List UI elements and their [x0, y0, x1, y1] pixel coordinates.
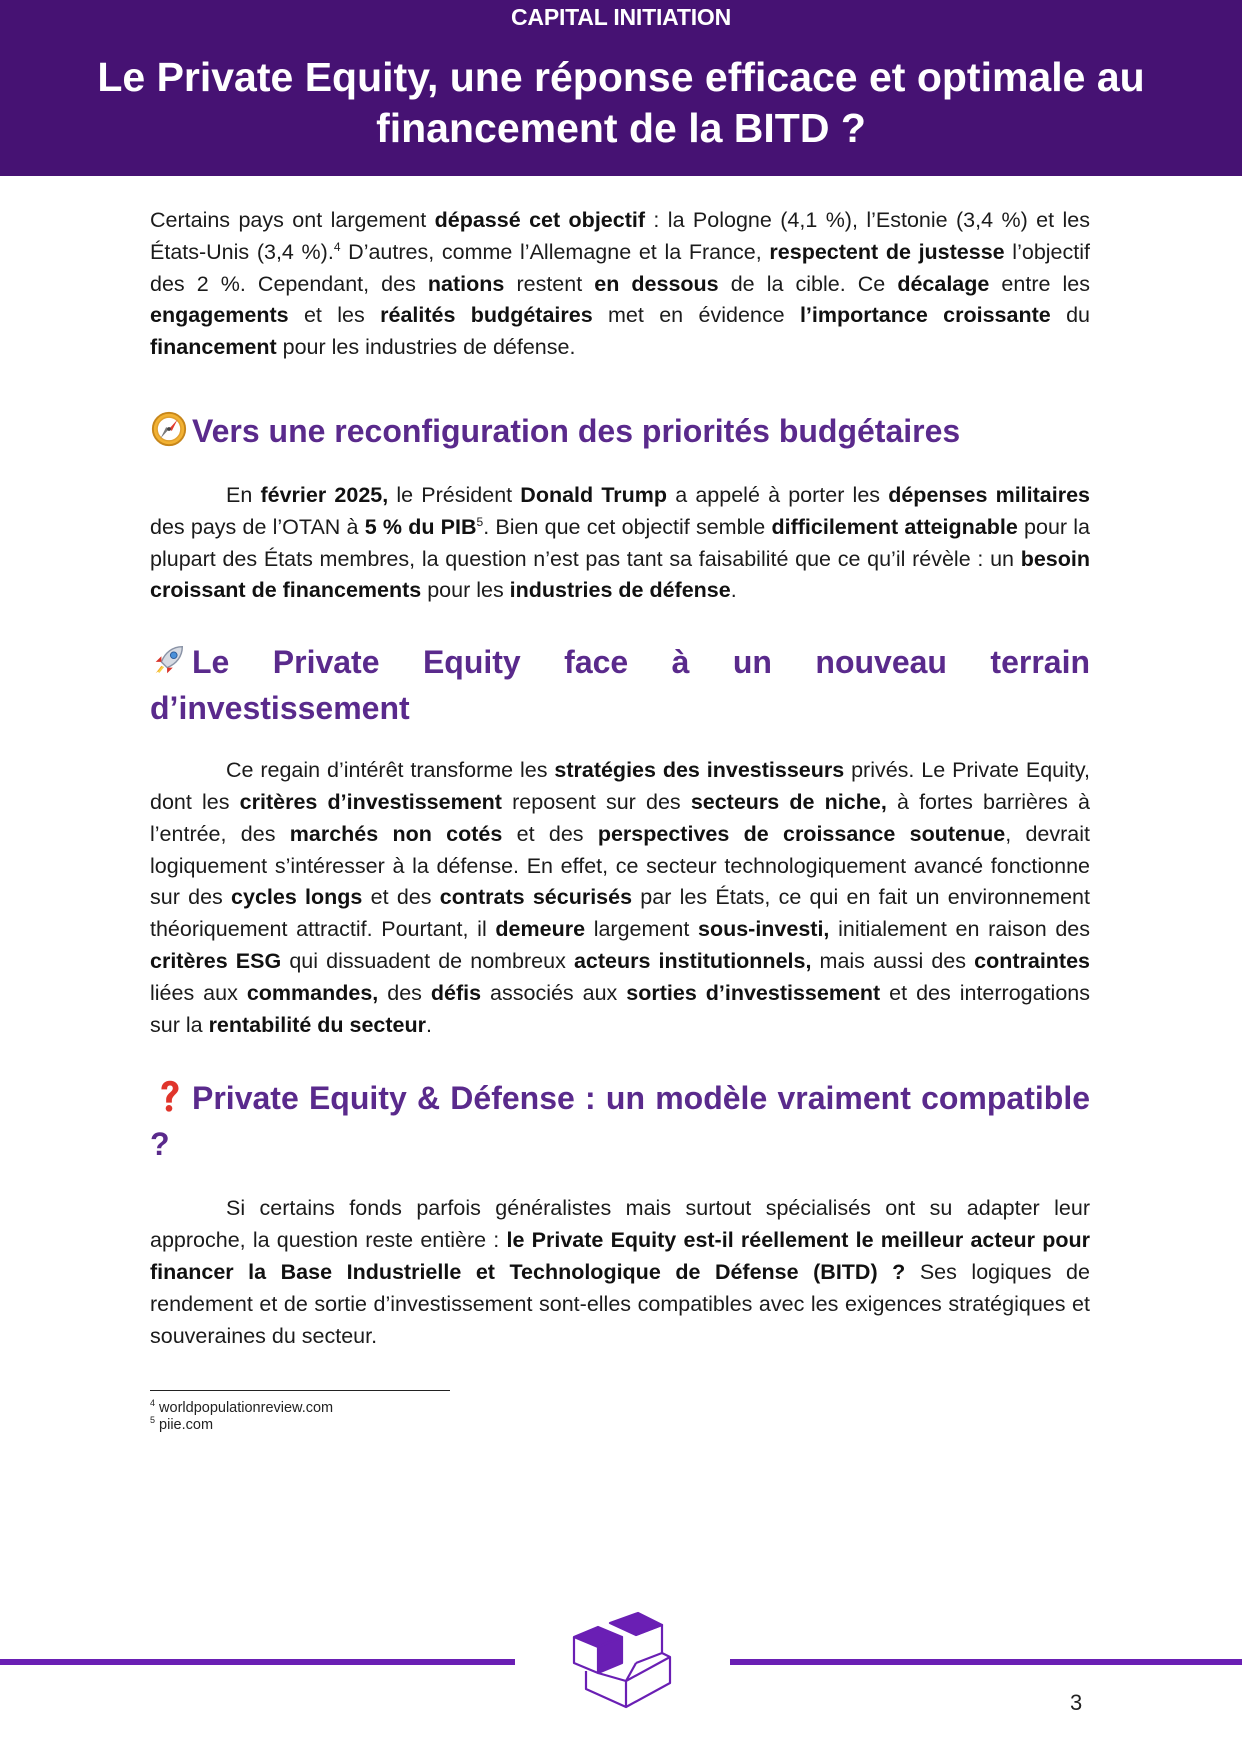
section-paragraph-private-equity: Ce regain d’intérêt transforme les stratégies des investisseurs privés. Le Private Equity, dont les critères d’investissement reposent sur des secteurs de niche, à fortes barrières à l’entrée, des marchés non cotés et des perspectives de croissance soutenue, devrait logiquement s’intéresser à la défense. En effet, ce secteur technologiquement avancé fonctionne sur des cycles longs et des contrats sécurisés par les États, ce qui en fait un environnement théoriquement attractif. Pourtant, il demeure largement sous-investi, initialement en raison des critères ESG qui dissuadent de nombreux acteurs institutionnels, mais aussi des contraintes liées aux commandes, des défis associés aux sorties d’investissement et des interrogations sur la rentabilité du secteur. [150, 758, 1091, 1037]
section-paragraph-compatibility: Si certains fonds parfois généralistes mais surtout spécialisés ont su adapter leur approche, la question reste entière : le Private Equity est-il réellement le meilleur acteur pour financer la Base Industrielle et Technologique de Défense (BITD) ? Ses logiques de rendement et de sortie d’investissement sont-elles compatibles avec les exigences stratégiques et souveraines du secteur. [150, 1196, 1090, 1348]
brand-name: CAPITAL INITIATION [511, 4, 731, 30]
footnote-ref-5[interactable]: 5 [476, 514, 484, 529]
section-heading-compatibility: Private Equity & Défense : un modèle vraiment compatible ? [150, 1075, 1090, 1167]
section-heading-budget: Vers une reconfiguration des priorités budgétaires [150, 408, 1090, 454]
footnote-item: $^4$ worldpopulationreview.com [150, 1398, 334, 1416]
page-title: Le Private Equity, une réponse efficace et optimale au financement de la BITD ? [97, 54, 1145, 151]
compass-icon [150, 410, 188, 448]
rocket-icon [150, 641, 188, 679]
footnote-link[interactable]: piie.com [159, 1417, 214, 1433]
section-heading-private-equity: Le Private Equity face à un nouveau terrain d’investissement [150, 639, 1090, 731]
intro-paragraph: Certains pays ont largement dépassé cet objectif : la Pologne (4,1 %), l’Estonie (3,4 %) et les États-Unis (3,4 %).$^4$ D’autres, comme l’Allemagne et la France, respectent de justesse l’objectif des 2 %. Cependant, des nations restent en dessous de la cible. Ce décalage entre les engagements et les réalités budgétaires met en évidence l’importance croissante du financement pour les industries de défense. [150, 208, 1090, 360]
footnote-divider [150, 1390, 450, 1391]
capital-initiation-logo [560, 1605, 685, 1715]
page-number: 3 [1070, 1690, 1083, 1715]
page-header [0, 0, 1242, 176]
footnote-item: $^5$ piie.com [150, 1415, 214, 1433]
footer-bar-right [730, 1659, 1242, 1665]
footnote-ref-4[interactable]: 4 [333, 239, 341, 254]
footnote-link[interactable]: worldpopulationreview.com [159, 1400, 334, 1416]
question-mark-icon [150, 1077, 188, 1115]
section-paragraph-budget: En février 2025, le Président Donald Trump a appelé à porter les dépenses militaires des pays de l’OTAN à 5 % du PIB$^5$. Bien que cet objectif semble difficilement atteignable pour la plupart des États membres, la question n’est pas tant sa faisabilité que ce qu’il révèle : un besoin croissant de financements pour les industries de défense. [150, 482, 1091, 603]
footer-bar-left [0, 1659, 515, 1665]
document-body [150, 205, 1090, 1352]
footnotes [150, 1400, 333, 1434]
